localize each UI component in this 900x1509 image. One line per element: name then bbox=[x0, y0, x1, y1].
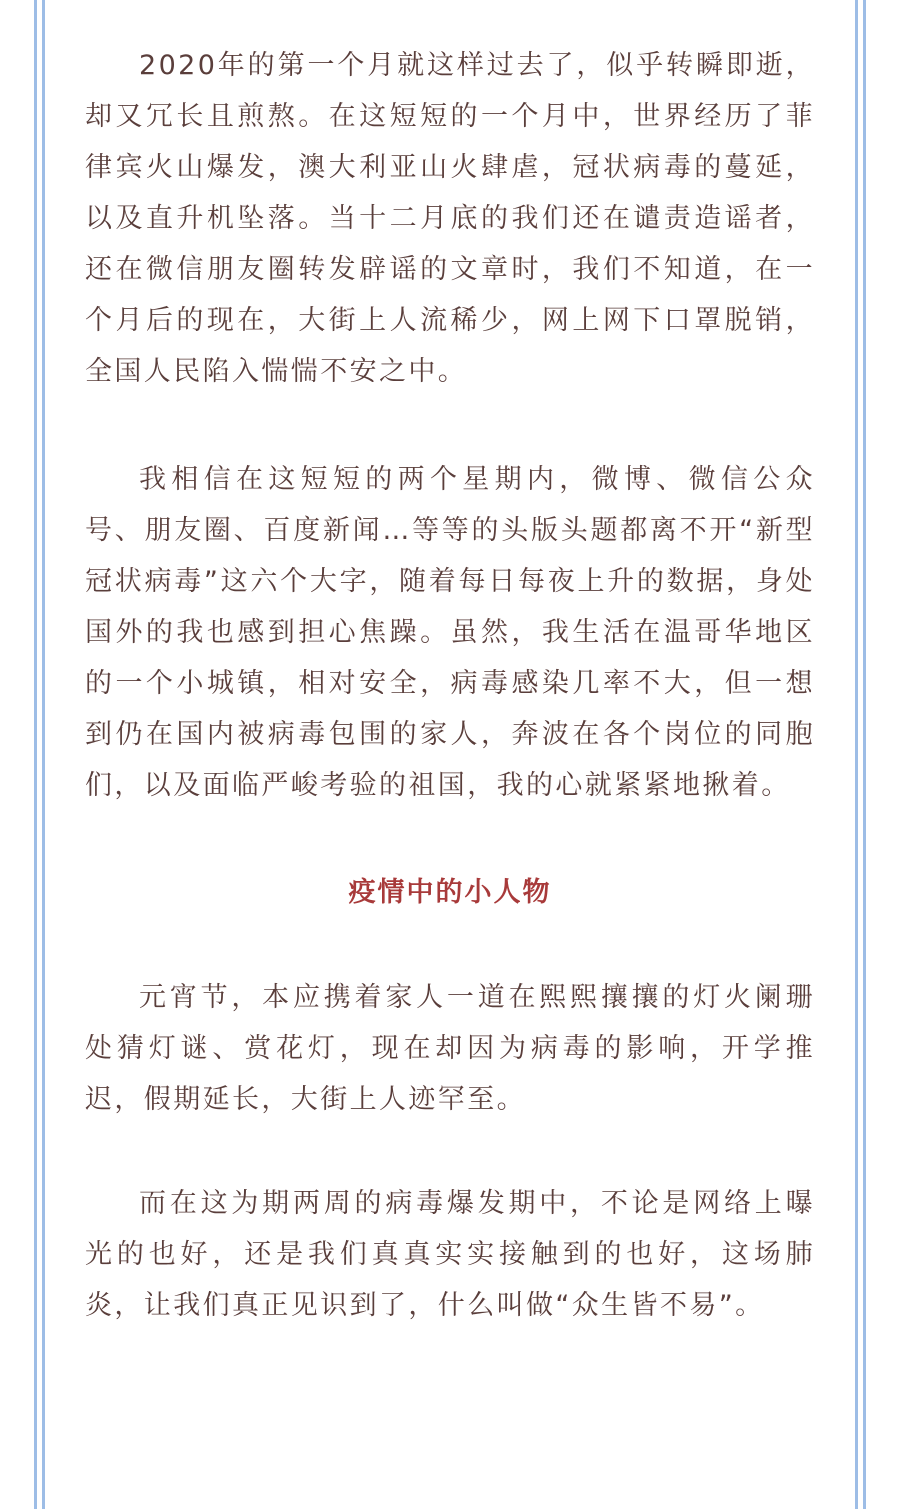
paragraph-4: 而在这为期两周的病毒爆发期中，不论是网络上曝光的也好，还是我们真真实实接触到的也好，这场肺炎，让我们真正见识到了，什么叫做“众生皆不易”。 bbox=[85, 1188, 815, 1321]
article-body bbox=[85, 40, 815, 1331]
paragraph-3: 元宵节，本应携着家人一道在熙熙攘攘的灯火阑珊处猜灯谜、赏花灯，现在却因为病毒的影响，开学推迟，假期延长，大街上人迹罕至。 bbox=[85, 982, 815, 1115]
left-border-inner-line bbox=[42, 0, 45, 1509]
right-border-outer-line bbox=[863, 0, 866, 1509]
paragraph-1: 2020年的第一个月就这样过去了，似乎转瞬即逝，却又冗长且煎熬。在这短短的一个月中，世界经历了菲律宾火山爆发，澳大利亚山火肆虐，冠状病毒的蔓延，以及直升机坠落。当十二月底的我们还在谴责造谣者，还在微信朋友圈转发辟谣的文章时，我们不知道，在一个月后的现在，大街上人流稀少，网上网下口罩脱销，全国人民陷入惴惴不安之中。 bbox=[85, 50, 815, 387]
paragraph-2: 我相信在这短短的两个星期内，微博、微信公众号、朋友圈、百度新闻…等等的头版头题都离不开“新型冠状病毒”这六个大字，随着每日每夜上升的数据，身处国外的我也感到担心焦躁。虽然，我生活在温哥华地区的一个小城镇，相对安全，病毒感染几率不大，但一想到仍在国内被病毒包围的家人，奔波在各个岗位的同胞们，以及面临严峻考验的祖国，我的心就紧紧地揪着。 bbox=[85, 464, 815, 801]
left-border-outer-line bbox=[34, 0, 37, 1509]
section-heading: 疫情中的小人物 bbox=[348, 877, 552, 908]
right-border-inner-line bbox=[855, 0, 858, 1509]
